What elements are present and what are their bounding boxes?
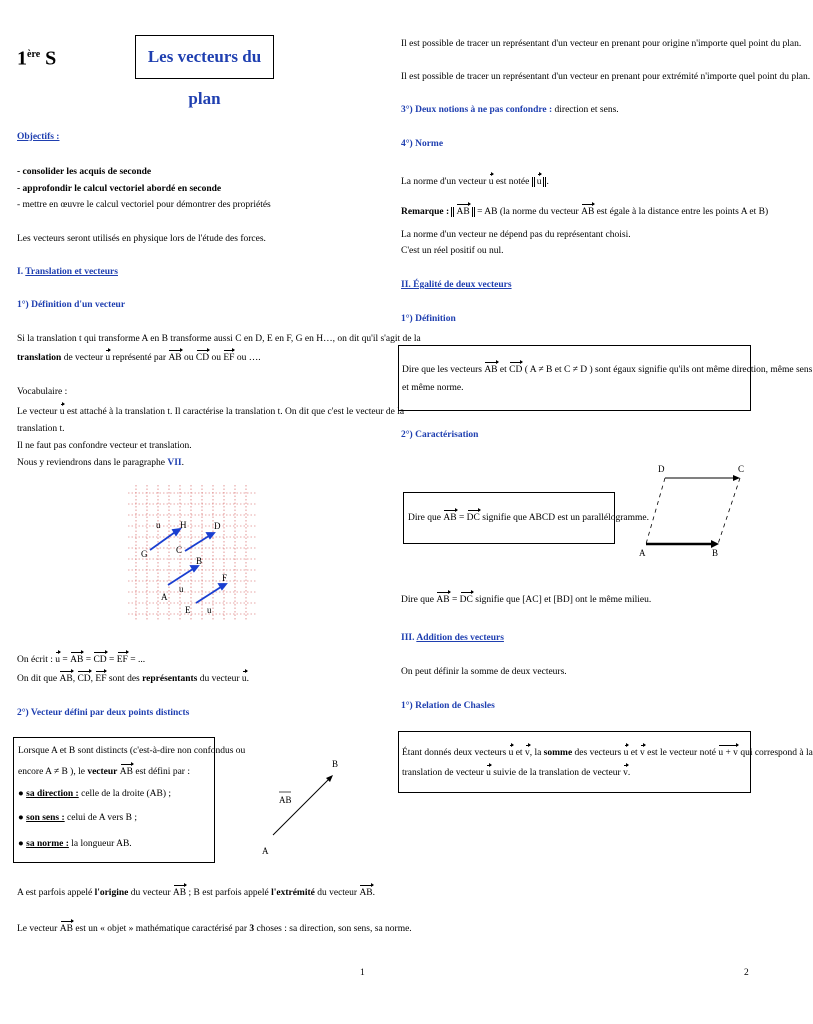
subsection-3-1: 1°) Relation de Chasles	[401, 701, 495, 711]
class-level: 1ère S	[17, 47, 57, 70]
definition-box	[13, 737, 246, 863]
remarque-line: Remarque : AB = AB (la norme du vecteur AB est égale à la distance entre les points A et B)	[401, 207, 769, 217]
vocabulary-line-1: Le vecteur u est attaché à la translation t. Il caractérise la translation t. On dit que c'est le vecteur de la	[17, 407, 405, 417]
grid-label: B	[196, 556, 203, 566]
fig-point-B: B	[332, 759, 339, 769]
objective-3: - mettre en œuvre le calcul vectoriel pour démontrer des propriétés	[17, 200, 271, 210]
objective-1: - consolider les acquis de seconde	[17, 167, 152, 177]
page-number-2: 2	[744, 968, 749, 978]
somme-line: On peut définir la somme de deux vecteurs.	[401, 667, 567, 677]
translation-grid-figure	[128, 485, 256, 620]
characterization-text: Dire que AB = DC signifie que ABCD est un parallélogramme.	[408, 513, 649, 523]
para-label-D: D	[658, 464, 665, 474]
grid-label: u	[179, 584, 184, 594]
chasles-line-1: Étant donnés deux vecteurs u et v, la somme des vecteurs u et v est le vecteur noté u + v qui correspond à la	[402, 748, 813, 758]
grid-label: H	[180, 520, 187, 530]
subsection-1-1: 1°) Définition d'un vecteur	[17, 300, 126, 310]
origine-line: A est parfois appelé l'origine du vecteur AB ; B est parfois appelé l'extrémité du vecteur AB.	[17, 888, 376, 898]
objectifs-heading: Objectifs :	[17, 132, 60, 142]
grid-label: E	[185, 605, 191, 615]
page-title: Les vecteurs du plan	[147, 47, 262, 108]
grid-label: u	[207, 605, 212, 615]
chasles-box	[398, 731, 813, 793]
remarque-line-3: C'est un réel positif ou nul.	[401, 246, 504, 256]
equality-line-1: Dire que les vecteurs AB et CD ( A ≠ B et C ≠ D ) sont égaux signifie qu'ils ont même direction, même sens	[402, 365, 813, 375]
grid-label: C	[176, 545, 183, 555]
box-line-direction: ● sa direction : celle de la droite (AB) ;	[18, 789, 172, 799]
chasles-line-2: translation de vecteur u suivie de la translation de vecteur v.	[402, 768, 631, 778]
para-label-A: A	[639, 548, 646, 558]
objective-2: - approfondir le calcul vectoriel abordé en seconde	[17, 184, 222, 194]
norme-line: La norme d'un vecteur u est notée u .	[401, 177, 549, 187]
box-line-2: encore A ≠ B ), le vecteur AB est défini par :	[18, 767, 190, 777]
equality-box	[398, 345, 813, 411]
remarque-line-2: La norme d'un vecteur ne dépend pas du représentant choisi.	[401, 230, 631, 240]
grid-label: D	[214, 521, 221, 531]
box-line-sens: ● son sens : celui de A vers B ;	[18, 813, 137, 823]
grid-label: F	[222, 573, 228, 583]
definition-line-1: Si la translation t qui transforme A en B transforme aussi C en D, E en F, G en H…, on dit qu'il s'agit de la	[17, 334, 421, 344]
parallelogram-figure	[630, 458, 750, 563]
box-line-norme: ● sa norme : la longueur AB.	[18, 839, 132, 849]
vector-EF	[196, 585, 224, 603]
box-line-1: Lorsque A et B sont distincts (c'est-à-dire non confondus ou	[18, 746, 246, 756]
section-2-heading: II. Égalité de deux vecteurs	[401, 280, 512, 290]
section-1-heading: I. Translation et vecteurs	[17, 267, 118, 277]
vocabulary-heading: Vocabulaire :	[17, 387, 68, 397]
vocabulary-line-4: Nous y reviendrons dans le paragraphe VII.	[17, 458, 185, 468]
subsection-2-1: 1°) Définition	[401, 314, 456, 324]
physics-note: Les vecteurs seront utilisés en physique lors de l'étude des forces.	[17, 234, 266, 244]
fig-point-A: A	[262, 846, 269, 856]
on-ecrit-line: On écrit : u = AB = CD = EF = ...	[17, 655, 146, 665]
section-3-heading: III. Addition des vecteurs	[401, 633, 504, 643]
title-box	[135, 35, 274, 108]
subsection-1-2: 2°) Vecteur défini par deux points distincts	[17, 708, 190, 718]
grid-label: A	[161, 592, 168, 602]
equality-line-2: et même norme.	[402, 383, 464, 393]
para-label-C: C	[738, 464, 745, 474]
p2-line-1: Il est possible de tracer un représentant d'un vecteur en prenant pour origine n'importe quel point du plan.	[401, 39, 802, 49]
vector-CD	[185, 534, 212, 551]
on-dit-line: On dit que AB, CD, EF sont des représentants du vecteur u.	[17, 674, 250, 684]
grid-label: G	[141, 549, 148, 559]
grid-label: u	[156, 520, 161, 530]
page-number-1: 1	[360, 968, 365, 978]
characterization-box	[403, 492, 649, 544]
subsection-1-4: 4°) Norme	[401, 139, 444, 149]
subsection-2-2: 2°) Caractérisation	[401, 430, 479, 440]
objet-line: Le vecteur AB est un « objet » mathématique caractérisé par 3 choses : sa direction, son sens, sa norme.	[17, 924, 412, 934]
para-label-B: B	[712, 548, 719, 558]
vector-AB-figure	[255, 755, 355, 860]
milieu-line: Dire que AB = DC signifie que [AC] et [BD] ont le même milieu.	[401, 595, 652, 605]
vocabulary-line-3: Il ne faut pas confondre vecteur et translation.	[17, 441, 192, 451]
fig-vector-label: AB	[279, 795, 292, 805]
subsection-1-3: 3°) Deux notions à ne pas confondre : direction et sens.	[401, 105, 619, 115]
p2-line-2: Il est possible de tracer un représentant d'un vecteur en prenant pour extrémité n'importe quel point du plan.	[401, 72, 811, 82]
definition-line-2: translation de vecteur u représenté par AB ou CD ou EF ou ….	[17, 353, 261, 363]
vocabulary-line-2: translation t.	[17, 424, 65, 434]
